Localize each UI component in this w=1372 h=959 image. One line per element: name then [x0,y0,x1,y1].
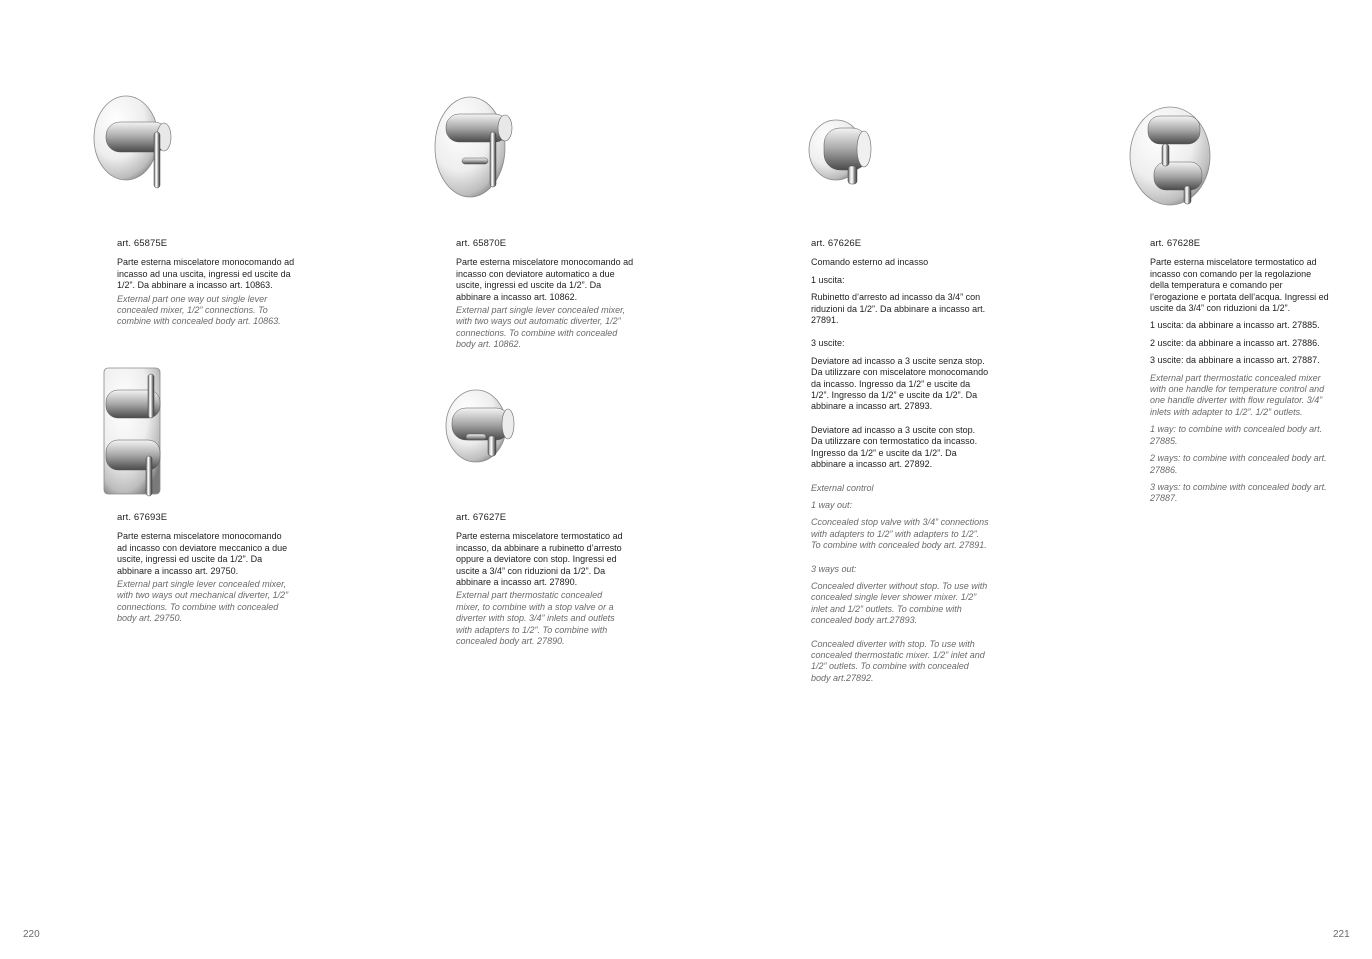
article-number: art. 67626E [811,238,862,249]
product-image-67693e [100,364,166,498]
product-image-67627e [444,388,516,466]
page-number-right: 221 [1333,929,1350,940]
three-outlets-it: 3 uscite: da abbinare a incasso art. 27887. [1150,355,1320,366]
description-en: External part thermostatic concealed mixer, to combine with a stop valve or a diverter with stop. 3/4” inlets and outlets with adapters to 1/2”. To combine with concealed body art. 27890. [456,590,615,647]
one-outlet-text-it: Rubinetto d’arresto ad incasso da 3/4” con riduzioni da 1/2”. Da abbinare a incasso art. 27891. [811,292,986,326]
three-outlets-text-b-it: Deviatore ad incasso a 3 uscite con stop. Da utilizzare con termostatico da incasso. Ingresso da 1/2” e uscite da 1/2”. Da abbinare a incasso art. 27892. [811,424,978,470]
title-it: Comando esterno ad incasso [811,257,929,268]
description-en: External part single lever concealed mixer, with two ways out automatic diverter, 1/2” connections. To combine with concealed body art. 10862. [456,305,626,350]
one-way-en: 1 way: to combine with concealed body art. 27885. [1150,424,1323,446]
page-number-left: 220 [23,929,40,940]
one-outlet-it: 1 uscita: da abbinare a incasso art. 27885. [1150,320,1320,331]
three-outlets-label-it: 3 uscite: [811,338,845,349]
description-it: Parte esterna miscelatore monocomando ad incasso ad una uscita, ingressi ed uscite da 1/2”. Da abbinare a incasso art. 10863. [117,257,295,291]
description-it: Parte esterna miscelatore termostatico ad incasso, da abbinare a rubinetto d’arresto oppure a deviatore con stop. Ingressi ed uscite a 3/4” con riduzioni da 1/2”. Da abbinare a incasso art. 27890. [456,531,623,588]
product-block-67628e [1150,238,1330,505]
three-ways-label-en: 3 ways out: [811,563,857,574]
two-ways-en: 2 ways: to combine with concealed body art. 27886. [1150,453,1327,475]
description-it: Parte esterna miscelatore termostatico ad incasso con comando per la regolazione della temperatura e comando per l’erogazione e portata dell’acqua. Ingressi ed uscite da 3/4” con riduzioni da 1/2”. [1150,257,1329,314]
three-ways-text-a-en: Concealed diverter without stop. To use with concealed single lever shower mixer. 1/2” inlet and 1/2” outlets. To combine with concealed body art.27893. [811,580,988,626]
product-block-65870e [456,238,634,351]
product-image-65870e [432,92,518,202]
description-en: External part thermostatic concealed mixer with one handle for temperature control and one handle diverter with flow regulator. 3/4” inlets with adapter to 1/2”. 1/2” outlets. [1150,372,1325,417]
product-block-67627e [456,512,628,647]
product-image-65875e [92,92,176,192]
three-ways-en: 3 ways: to combine with concealed body art. 27887. [1150,481,1327,504]
title-en: External control [811,482,874,493]
one-way-label-en: 1 way out: [811,499,853,510]
article-number: art. 67627E [456,512,507,523]
one-outlet-label-it: 1 uscita: [811,274,845,285]
article-number: art. 65875E [117,238,168,249]
description-it: Parte esterna miscelatore monocomando ad incasso con deviatore automatico a due uscite, ingressi ed uscite da 1/2”. Da abbinare a incasso art. 10862. [456,257,634,302]
product-image-67628e [1128,104,1214,208]
product-block-65875e [117,238,297,328]
article-number: art. 65870E [456,238,507,249]
product-block-67693e [117,512,293,625]
one-way-text-en: Cconcealed stop valve with 3/4” connections with adapters to 1/2” with adapters to 1/2”. To combine with concealed body art. 27891. [811,517,989,551]
description-en: External part one way out single lever concealed mixer, 1/2” connections. To combine with concealed body art. 10863. [117,293,281,327]
three-outlets-text-a-it: Deviatore ad incasso a 3 uscite senza stop. Da utilizzare con miscelatore monocomando da incasso. Ingresso da 1/2” e uscite da 1/2”. Ingresso da 1/2” e uscite da 1/2”. Da abbinare a incasso art. 27893. [811,355,989,412]
two-outlets-it: 2 uscite: da abbinare a incasso art. 27886. [1150,337,1320,348]
three-ways-text-b-en: Concealed diverter with stop. To use with concealed thermostatic mixer. 1/2” inlet and 1/2” outlets. To combine with concealed body art.27892. [811,638,985,683]
product-image-67626e [806,114,876,186]
article-number: art. 67693E [117,512,168,523]
description-it: Parte esterna miscelatore monocomando ad incasso con deviatore meccanico a due uscite, ingressi ed uscite da 1/2”. Da abbinare a incasso art. 29750. [117,531,288,576]
product-block-67626e [811,238,989,684]
article-number: art. 67628E [1150,238,1201,249]
description-en: External part single lever concealed mixer, with two ways out mechanical diverter, 1/2” connections. To combine with concealed body art. 29750. [117,579,289,624]
